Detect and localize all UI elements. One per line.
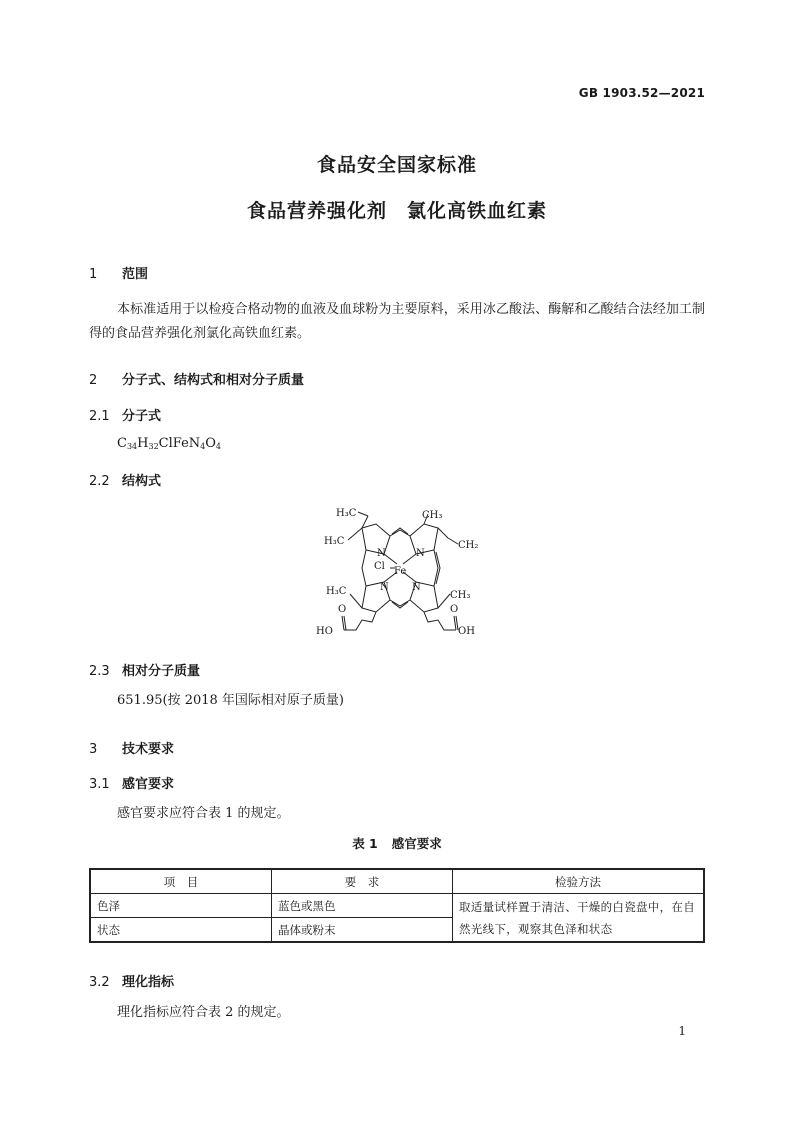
pyrrole-ring-top-left <box>362 524 390 554</box>
table-cell: 蓝色或黑色 <box>272 894 453 918</box>
sensory-requirement-text: 感官要求应符合表 1 的规定。 <box>117 806 290 821</box>
vinyl-bond <box>438 528 448 538</box>
section-1-heading <box>89 263 148 282</box>
label-n: N <box>380 582 389 593</box>
section-2-3-heading <box>89 660 200 679</box>
label-ch2: CH₂ <box>458 540 479 551</box>
section-number: 2.1 <box>89 409 110 424</box>
label-h3c: H₃C <box>324 536 345 547</box>
methyl-bond <box>438 594 450 608</box>
section-title: 分子式 <box>122 409 162 424</box>
vinyl-bond <box>448 538 458 544</box>
label-ch3: CH₃ <box>422 510 443 521</box>
label-fe: Fe <box>394 566 407 577</box>
table-cell: 色泽 <box>90 894 272 918</box>
section-3-heading <box>89 738 174 757</box>
section-3-2-heading <box>89 971 174 990</box>
section-title: 理化指标 <box>122 975 175 990</box>
table-cell: 状态 <box>90 918 272 943</box>
propionic-chain-left <box>344 612 376 630</box>
molecular-formula: $C_{34}H_{32}ClFeN_4O_4$ <box>117 436 222 451</box>
table-header-cell: 检验方法 <box>453 869 705 894</box>
n-fe-bond <box>403 554 416 564</box>
table-caption-number: 表 1 <box>352 836 378 851</box>
section-title: 分子式、结构式和相对分子质量 <box>122 373 305 388</box>
section-number: 2.2 <box>89 474 110 489</box>
table-header-cell: 项 目 <box>90 869 272 894</box>
label-h3c: H₃C <box>326 586 347 597</box>
scope-paragraph: 本标准适用于以检疫合格动物的血液及血球粉为主要原料，采用冰乙酸法、酶解和乙酸结合法经加工制得的食品营养强化剂氯化高铁血红素。 <box>89 302 705 341</box>
page-number: 1 <box>678 1024 686 1038</box>
meso-bridge-left <box>362 550 366 586</box>
label-cl: Cl <box>374 561 385 572</box>
structural-formula-diagram <box>300 500 500 650</box>
section-3-1-heading <box>89 773 174 792</box>
table-cell-method: 取适量试样置于清洁、干燥的白瓷盘中，在自然光线下，观察其色泽和状态 <box>453 894 705 943</box>
section-number: 3.1 <box>89 777 110 792</box>
sensory-requirements-table <box>89 868 705 943</box>
section-number: 3 <box>89 742 98 757</box>
section-title: 技术要求 <box>122 742 175 757</box>
table-header-row <box>90 869 704 894</box>
carbonyl-bond <box>344 616 346 630</box>
table-caption-title: 感官要求 <box>391 836 442 851</box>
label-o: O <box>338 604 347 615</box>
section-title: 结构式 <box>122 474 162 489</box>
methyl-bond <box>350 594 362 608</box>
n-fe-bond <box>384 554 397 564</box>
section-2-heading <box>89 369 304 388</box>
table-cell: 晶体或粉末 <box>272 918 453 943</box>
carbonyl-bond <box>342 616 344 630</box>
section-title: 范围 <box>122 267 149 282</box>
molecular-weight: 651.95(按 2018 年国际相对原子质量) <box>117 693 344 708</box>
section-number: 2 <box>89 373 98 388</box>
meso-bridge-right <box>434 550 438 586</box>
section-number: 2.3 <box>89 664 110 679</box>
label-o: O <box>450 604 459 615</box>
label-n: N <box>377 548 386 559</box>
carbonyl-bond <box>454 616 456 630</box>
standard-subtitle: 食品营养强化剂 氯化高铁血红素 <box>246 200 547 222</box>
label-h3c: H₃C <box>336 508 357 519</box>
label-oh: OH <box>458 626 475 637</box>
label-ch3: CH₃ <box>450 590 471 601</box>
section-number: 3.2 <box>89 975 110 990</box>
table-row <box>90 894 704 918</box>
section-number: 1 <box>89 267 98 282</box>
section-title: 感官要求 <box>122 777 175 792</box>
standard-title: 食品安全国家标准 <box>316 154 477 176</box>
vinyl-bond <box>358 512 368 516</box>
section-2-2-heading <box>89 470 161 489</box>
table-header-cell: 要 求 <box>272 869 453 894</box>
table-1-caption <box>0 834 794 852</box>
physicochemical-requirement-text: 理化指标应符合表 2 的规定。 <box>117 1005 290 1020</box>
label-n: N <box>416 548 425 559</box>
section-2-1-heading <box>89 405 161 424</box>
label-n: N <box>412 582 421 593</box>
standard-number: GB 1903.52—2021 <box>578 86 705 100</box>
section-title: 相对分子质量 <box>122 664 201 679</box>
methyl-bond <box>348 528 362 540</box>
label-ho: HO <box>316 626 333 637</box>
